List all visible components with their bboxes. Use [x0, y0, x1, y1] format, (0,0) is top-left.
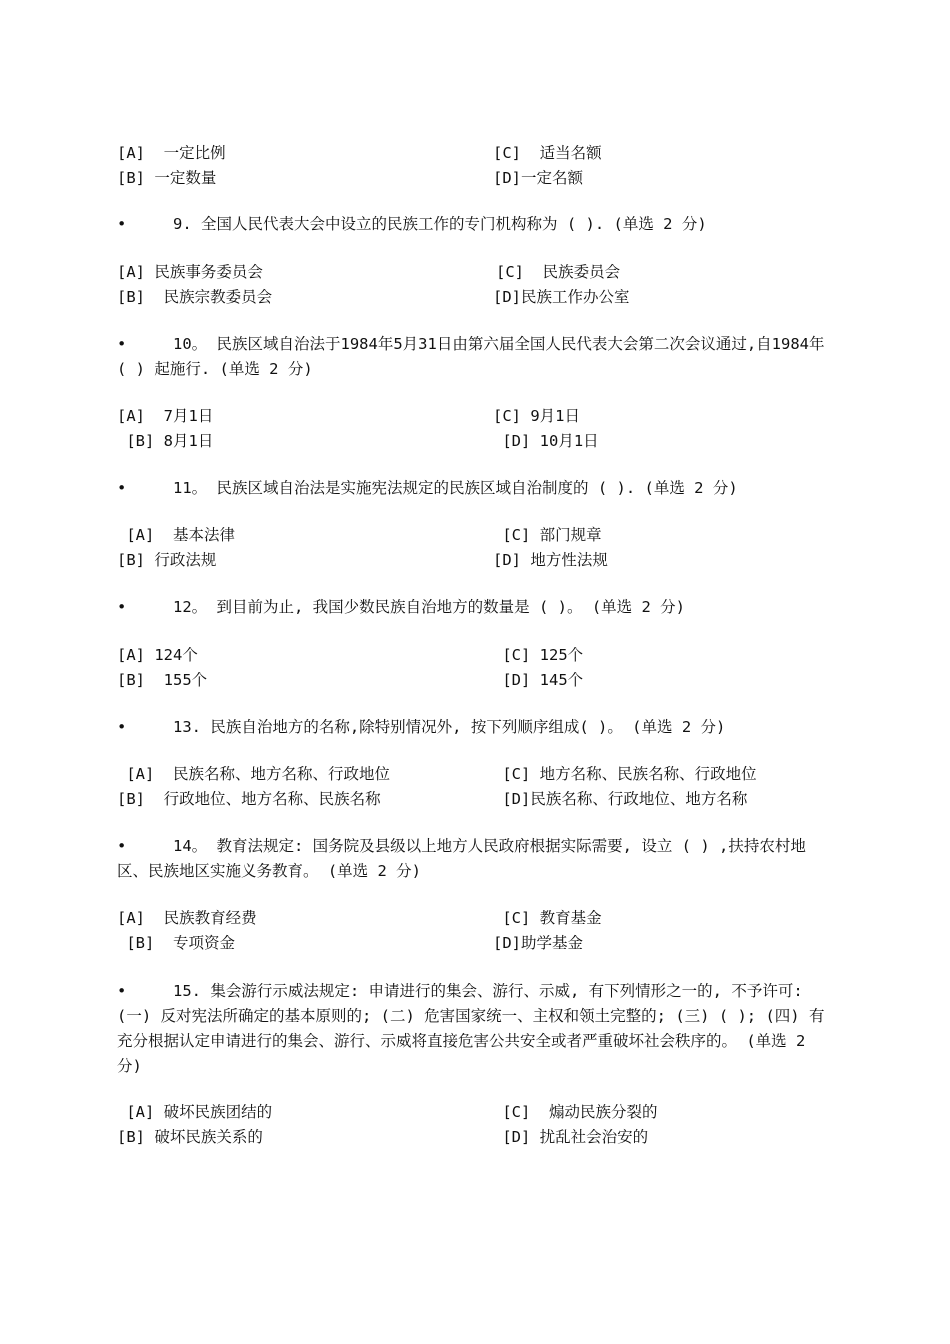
question-10 — [117, 332, 833, 382]
option-c: [C] 煽动民族分裂的 — [493, 1103, 658, 1121]
option-b: [B] 民族宗教委员会 — [117, 288, 273, 306]
option-a: [A] 一定比例 — [117, 144, 226, 162]
option-a: [A] 民族事务委员会 — [117, 263, 263, 281]
question-15 — [117, 979, 833, 1079]
question-text: 13. 民族自治地方的名称,除特别情况外, 按下列顺序组成( )。 (单选 2 分) — [173, 718, 726, 736]
option-a: [A] 124个 — [117, 646, 198, 664]
option-d: [D]助学基金 — [493, 934, 583, 952]
option-d: [D] 145个 — [493, 671, 584, 689]
option-a: [A] 破坏民族团结的 — [117, 1103, 273, 1121]
option-b: [B] 8月1日 — [117, 432, 214, 450]
question-14 — [117, 834, 833, 884]
question-13 — [117, 715, 833, 740]
option-a: [A] 7月1日 — [117, 407, 214, 425]
option-a: [A] 民族教育经费 — [117, 909, 257, 927]
bullet: • — [117, 479, 127, 497]
question-text: 10。 民族区域自治法于1984年5月31日由第六届全国人民代表大会第二次会议通过,自1984年 ( ) 起施行. (单选 2 分) — [117, 335, 825, 378]
question-12 — [117, 595, 833, 620]
question-text: 15. 集会游行示威法规定: 申请进行的集会、游行、示威, 有下列情形之一的, 不予许可: (一) 反对宪法所确定的基本原则的; (二) 危害国家统一、主权和领土完整的; (三) ( ); (四) 有充分根据认定申请进行的集会、游行、示威将直接危害公共安全或者严重破坏社会秩序的。 (单选 2 分) — [117, 982, 825, 1075]
option-d: [D] 扰乱社会治安的 — [493, 1128, 649, 1146]
option-c: [C] 地方名称、民族名称、行政地位 — [493, 765, 757, 783]
option-c: [C] 9月1日 — [493, 407, 580, 425]
bullet: • — [117, 837, 127, 855]
option-c: [C] 适当名额 — [493, 144, 602, 162]
question-text: 14。 教育法规定: 国务院及县级以上地方人民政府根据实际需要, 设立 ( ) ,扶持农村地区、民族地区实施义务教育。 (单选 2 分) — [117, 837, 806, 880]
question-9 — [117, 212, 833, 237]
option-c: [C] 125个 — [493, 646, 584, 664]
option-b: [B] 155个 — [117, 671, 208, 689]
question-text: 12。 到目前为止, 我国少数民族自治地方的数量是 ( )。 (单选 2 分) — [173, 598, 685, 616]
option-b: [B] 行政法规 — [117, 551, 217, 569]
option-c: [C] 教育基金 — [493, 909, 602, 927]
question-11 — [117, 476, 833, 501]
option-c: [C] 民族委员会 — [496, 263, 621, 281]
bullet: • — [117, 718, 127, 736]
option-b: [B] 破坏民族关系的 — [117, 1128, 263, 1146]
bullet: • — [117, 335, 127, 353]
option-c: [C] 部门规章 — [493, 526, 602, 544]
bullet: • — [117, 598, 127, 616]
option-d: [D]民族名称、行政地位、地方名称 — [493, 790, 748, 808]
bullet: • — [117, 982, 127, 1000]
option-d: [D] 地方性法规 — [493, 551, 608, 569]
option-d: [D] 10月1日 — [493, 432, 599, 450]
option-d: [D]民族工作办公室 — [493, 288, 630, 306]
question-text: 11。 民族区域自治法是实施宪法规定的民族区域自治制度的 ( ). (单选 2 分) — [173, 479, 738, 497]
bullet: • — [117, 215, 127, 233]
option-a: [A] 基本法律 — [117, 526, 235, 544]
question-text: 9. 全国人民代表大会中设立的民族工作的专门机构称为 ( ). (单选 2 分) — [173, 215, 707, 233]
option-a: [A] 民族名称、地方名称、行政地位 — [117, 765, 390, 783]
option-d: [D]一定名额 — [493, 169, 583, 187]
option-b: [B] 行政地位、地方名称、民族名称 — [117, 790, 381, 808]
option-b: [B] 一定数量 — [117, 169, 217, 187]
option-b: [B] 专项资金 — [117, 934, 235, 952]
